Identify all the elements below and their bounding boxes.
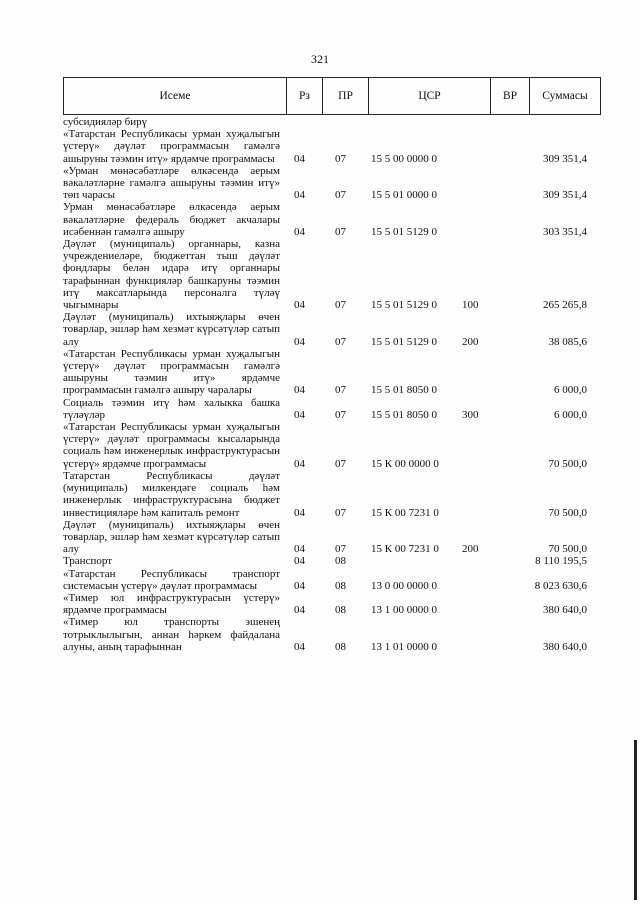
row-pr: 08 xyxy=(335,579,346,592)
header-rz: Рз xyxy=(287,78,323,114)
row-rz: 04 xyxy=(294,225,305,238)
table-row xyxy=(63,519,601,556)
row-sum: 265 265,8 xyxy=(543,299,587,312)
page-number: 321 xyxy=(311,52,329,66)
row-name: «Тимер юл транспорты эшенең тотрыклылыгын, аннан һәркем файдалана алуны, аның тарафыннан xyxy=(63,616,280,653)
row-rz: 04 xyxy=(294,189,305,202)
row-pr: 07 xyxy=(335,335,346,348)
row-csr: 15 5 00 0000 0 xyxy=(371,152,437,165)
row-sum: 38 085,6 xyxy=(548,335,587,348)
table-header xyxy=(63,77,601,115)
row-rz: 04 xyxy=(294,579,305,592)
row-rz: 04 xyxy=(294,543,305,556)
row-pr: 07 xyxy=(335,408,346,421)
header-csr: ЦСР xyxy=(369,78,491,114)
row-csr: 15 5 01 8050 0 xyxy=(371,408,437,421)
table-row xyxy=(63,470,601,519)
row-name: Транспорт xyxy=(63,555,113,568)
row-csr: 15 5 01 8050 0 xyxy=(371,384,437,397)
header-sum: Суммасы xyxy=(542,90,588,102)
row-sum: 6 000,0 xyxy=(554,408,587,421)
table-row xyxy=(63,165,601,202)
row-csr: 15 К 00 7231 0 xyxy=(371,543,439,556)
table-row xyxy=(63,128,601,165)
row-vr: 100 xyxy=(462,299,479,312)
row-pr: 07 xyxy=(335,384,346,397)
row-vr: 200 xyxy=(462,335,479,348)
row-rz: 04 xyxy=(294,335,305,348)
row-name: «Урман мөнәсәбәтләре өлкәсендә аерым вәкаләтләрне гамәлгә ашыруны тәэмин итү» төп чарасы xyxy=(63,164,280,202)
row-rz: 04 xyxy=(294,506,305,519)
table-row xyxy=(63,397,601,421)
row-name: «Татарстан Республикасы урман хуҗалыгын үстерү» дәүләт программасын гамәлгә ашыруны тәэмин итү» ярдәмче программасын гамәлгә ашыру чаралары xyxy=(63,347,280,397)
row-pr: 07 xyxy=(335,543,346,556)
table-row xyxy=(63,348,601,397)
row-rz: 04 xyxy=(294,408,305,421)
row-rz: 04 xyxy=(294,384,305,397)
table-row xyxy=(63,568,601,592)
row-csr: 15 5 01 5129 0 xyxy=(371,299,437,312)
row-name: Дәүләт (муниципаль) органнары, казна учреждениеләре, бюджеттан тыш дәүләт фондлары белән идарә итү органнары тарафыннан функцияләр башкаруны тәэмин итү максатларында персоналга түләү чыгымнары xyxy=(63,238,280,312)
row-name: Социаль тәэмин итү һәм халыкка башка түләүләр xyxy=(63,396,280,421)
row-sum: 70 500,0 xyxy=(548,506,587,519)
row-name: «Татарстан Республикасы урман хуҗалыгын үстерү» дәүләт программасы кысаларында социаль һәм инженерлык инфраструктурасын үстерү» ярдәмче программасы xyxy=(63,421,280,470)
row-sum: 309 351,4 xyxy=(543,152,587,165)
header-pr: ПР xyxy=(323,78,369,114)
row-rz: 04 xyxy=(294,299,305,312)
row-name: Урман мөнәсәбәтләре өлкәсендә аерым вәкаләтләрне федераль бюджет акчалары исәбеннән гамәлгә ашыру xyxy=(63,201,280,238)
row-sum: 380 640,0 xyxy=(543,604,587,617)
row-rz: 04 xyxy=(294,457,305,470)
table-row xyxy=(63,116,601,128)
row-name: «Татарстан Республикасы транспорт системасын үстерү» дәүләт программасы xyxy=(63,567,280,592)
table-body xyxy=(63,116,601,653)
row-sum: 380 640,0 xyxy=(543,640,587,653)
row-csr: 13 1 01 0000 0 xyxy=(371,640,437,653)
row-vr: 200 xyxy=(462,543,479,556)
row-sum: 70 500,0 xyxy=(548,543,587,556)
row-pr: 07 xyxy=(335,299,346,312)
table-row xyxy=(63,616,601,653)
table-row xyxy=(63,238,601,311)
row-csr: 15 5 01 5129 0 xyxy=(371,225,437,238)
row-csr: 15 5 01 0000 0 xyxy=(371,189,437,202)
table-row xyxy=(63,421,601,470)
row-vr: 300 xyxy=(462,408,479,421)
row-sum: 8 023 630,6 xyxy=(534,579,587,592)
row-pr: 08 xyxy=(335,604,346,617)
table-row xyxy=(63,311,601,348)
table-row xyxy=(63,201,601,238)
row-sum: 309 351,4 xyxy=(543,189,587,202)
row-pr: 07 xyxy=(335,457,346,470)
row-pr: 07 xyxy=(335,225,346,238)
row-csr: 15 К 00 7231 0 xyxy=(371,506,439,519)
row-pr: 08 xyxy=(335,640,346,653)
row-name: «Татарстан Республикасы урман хуҗалыгын үстерү» дәүләт программасын гамәлгә ашыруны тәэмин итү» ярдәмче программасы xyxy=(63,128,280,165)
row-name: Дәүләт (муниципаль) ихтыяҗлары өчен товарлар, эшләр һәм хезмәт күрсәтүләр сатып алу xyxy=(63,518,280,556)
row-csr: 13 0 00 0000 0 xyxy=(371,579,437,592)
header-vr: ВР xyxy=(491,78,530,114)
row-name: Татарстан Республикасы дәүләт (муниципаль) милкендәге социаль һәм инженерлык инфраструктурасына бюджет инвестицияләре һәм капиталь ремонт xyxy=(63,469,280,519)
row-rz: 04 xyxy=(294,640,305,653)
row-pr: 08 xyxy=(335,555,346,568)
row-name: «Тимер юл инфраструктурасын үстерү» ярдәмче программасы xyxy=(63,591,280,617)
row-name: субсидияләр бирү xyxy=(63,116,148,128)
row-rz: 04 xyxy=(294,555,305,568)
row-csr: 15 5 01 5129 0 xyxy=(371,335,437,348)
row-csr: 15 К 00 0000 0 xyxy=(371,457,439,470)
row-sum: 70 500,0 xyxy=(548,457,587,470)
row-pr: 07 xyxy=(335,189,346,202)
row-sum: 303 351,4 xyxy=(543,225,587,238)
row-sum: 6 000,0 xyxy=(554,384,587,397)
header-name: Исеме xyxy=(64,78,287,114)
row-rz: 04 xyxy=(294,604,305,617)
row-pr: 07 xyxy=(335,506,346,519)
table-row xyxy=(63,555,601,567)
table-row xyxy=(63,592,601,616)
row-name: Дәүләт (муниципаль) ихтыяҗлары өчен товарлар, эшләр һәм хезмәт күрсәтүләр сатып алу xyxy=(63,311,280,348)
scan-edge-mark xyxy=(634,740,637,900)
row-csr: 13 1 00 0000 0 xyxy=(371,604,437,617)
row-pr: 07 xyxy=(335,152,346,165)
row-sum: 8 110 195,5 xyxy=(535,555,587,568)
row-rz: 04 xyxy=(294,152,305,165)
